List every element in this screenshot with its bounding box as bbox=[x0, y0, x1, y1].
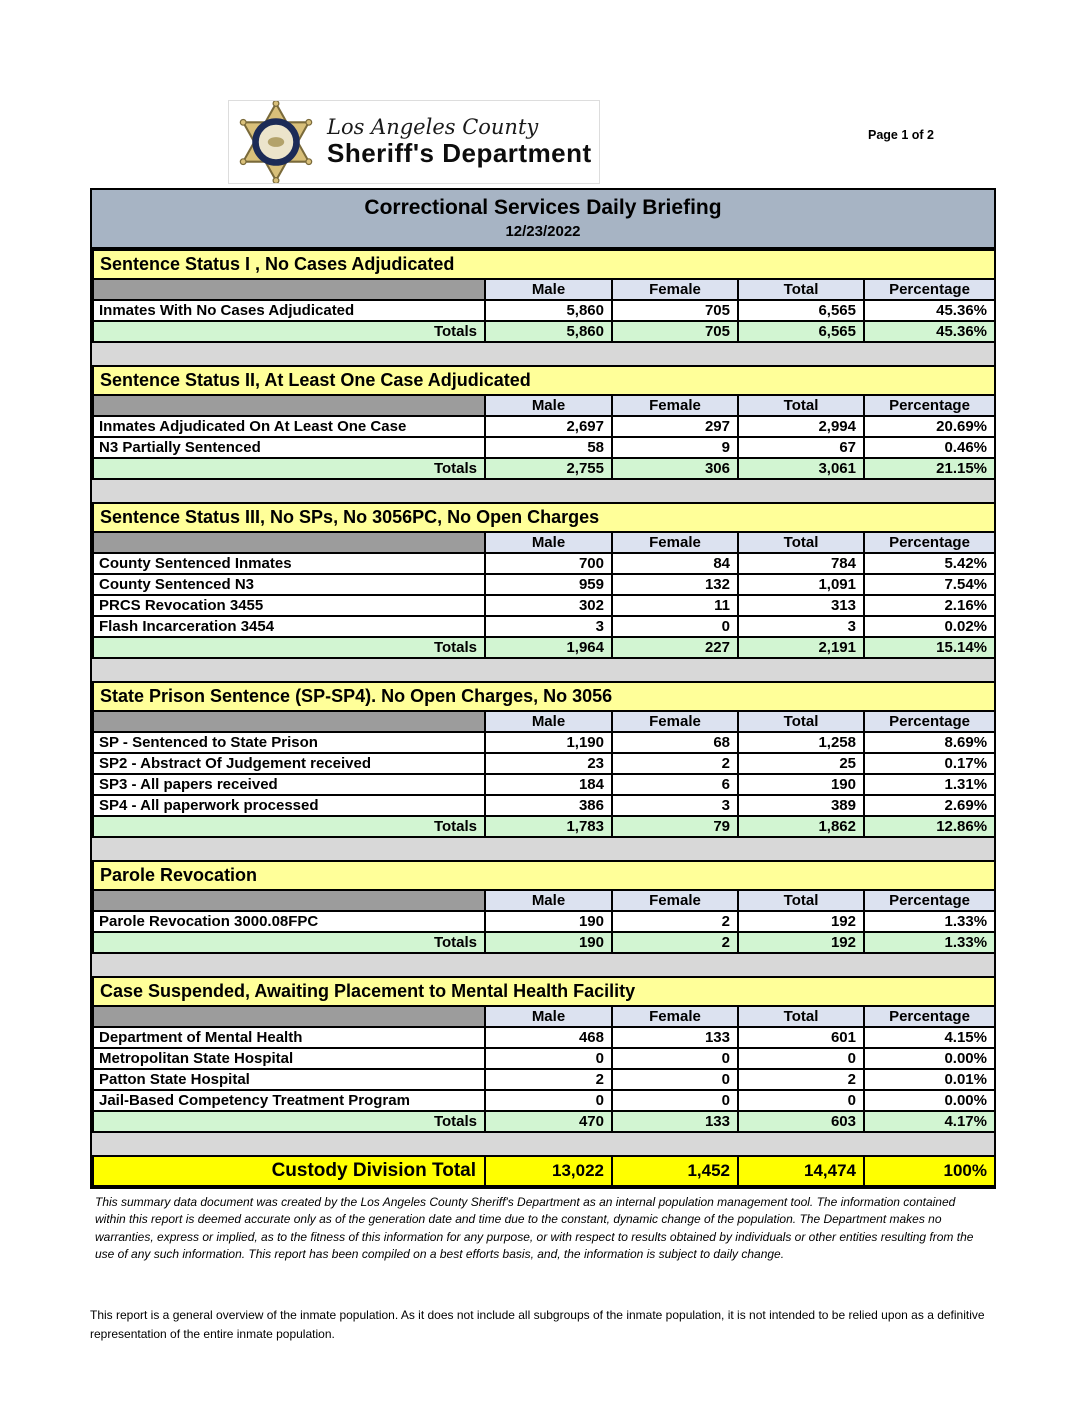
totals-label: Totals bbox=[93, 932, 485, 953]
disclaimer-text: This summary data document was created by the Los Angeles County Sheriff's Department as an internal population management tool. The information contained within this report is deemed accurate only as of the generation date and time due to the constant, dynamic change of the population. The Department makes no warranties, express or implied, as to the fitness of this information for any purpose, or with respect to results obtained by individuals or other entities resulting from the use of any such information. This report has been compiled on a best efforts basis, and, the information is subject to daily change. bbox=[95, 1195, 974, 1262]
cell-pct: 7.54% bbox=[864, 574, 995, 595]
column-header-percentage: Percentage bbox=[864, 395, 995, 416]
totals-pct: 45.36% bbox=[864, 321, 995, 342]
cell-female: 132 bbox=[612, 574, 738, 595]
cell-total: 6,565 bbox=[738, 300, 864, 321]
column-header-total: Total bbox=[738, 532, 864, 553]
row-label: SP3 - All papers received bbox=[93, 774, 485, 795]
column-header-female: Female bbox=[612, 1006, 738, 1027]
column-header-percentage: Percentage bbox=[864, 711, 995, 732]
logo-county-line: Los Angeles County bbox=[327, 115, 539, 140]
data-row bbox=[93, 1027, 995, 1048]
section-table bbox=[92, 365, 996, 480]
cell-female: 0 bbox=[612, 1048, 738, 1069]
totals-label: Totals bbox=[93, 637, 485, 658]
section-header-row bbox=[93, 977, 995, 1006]
cell-male: 700 bbox=[485, 553, 612, 574]
column-header-female: Female bbox=[612, 395, 738, 416]
column-header-male: Male bbox=[485, 711, 612, 732]
column-header-male: Male bbox=[485, 890, 612, 911]
row-label: PRCS Revocation 3455 bbox=[93, 595, 485, 616]
row-label: SP - Sentenced to State Prison bbox=[93, 732, 485, 753]
cell-pct: 0.00% bbox=[864, 1090, 995, 1111]
cell-total: 2,994 bbox=[738, 416, 864, 437]
totals-female: 705 bbox=[612, 321, 738, 342]
cell-pct: 0.02% bbox=[864, 616, 995, 637]
row-label: Jail-Based Competency Treatment Program bbox=[93, 1090, 485, 1111]
section-header-row bbox=[93, 366, 995, 395]
cell-total: 1,258 bbox=[738, 732, 864, 753]
grand-total-row bbox=[93, 1156, 995, 1186]
totals-male: 5,860 bbox=[485, 321, 612, 342]
cell-female: 3 bbox=[612, 795, 738, 816]
cell-pct: 0.17% bbox=[864, 753, 995, 774]
column-header-row bbox=[93, 532, 995, 553]
cell-female: 11 bbox=[612, 595, 738, 616]
cell-total: 784 bbox=[738, 553, 864, 574]
cell-female: 0 bbox=[612, 616, 738, 637]
cell-total: 192 bbox=[738, 911, 864, 932]
cell-female: 2 bbox=[612, 911, 738, 932]
row-label: Patton State Hospital bbox=[93, 1069, 485, 1090]
column-header-spacer bbox=[93, 532, 485, 553]
totals-row bbox=[93, 816, 995, 837]
department-logo bbox=[228, 100, 600, 184]
column-header-spacer bbox=[93, 711, 485, 732]
cell-male: 0 bbox=[485, 1090, 612, 1111]
totals-label: Totals bbox=[93, 1111, 485, 1132]
totals-label: Totals bbox=[93, 816, 485, 837]
grand-total-percentage: 100% bbox=[864, 1156, 995, 1186]
data-row bbox=[93, 795, 995, 816]
grand-total-male: 13,022 bbox=[485, 1156, 612, 1186]
row-label: Metropolitan State Hospital bbox=[93, 1048, 485, 1069]
column-header-spacer bbox=[93, 1006, 485, 1027]
section-table bbox=[92, 249, 996, 343]
totals-pct: 1.33% bbox=[864, 932, 995, 953]
column-header-female: Female bbox=[612, 279, 738, 300]
data-row bbox=[93, 1090, 995, 1111]
grand-total-total: 14,474 bbox=[738, 1156, 864, 1186]
column-header-female: Female bbox=[612, 890, 738, 911]
column-header-spacer bbox=[93, 890, 485, 911]
cell-female: 2 bbox=[612, 753, 738, 774]
data-row bbox=[93, 616, 995, 637]
cell-female: 6 bbox=[612, 774, 738, 795]
totals-pct: 4.17% bbox=[864, 1111, 995, 1132]
cell-total: 313 bbox=[738, 595, 864, 616]
column-header-row bbox=[93, 279, 995, 300]
report-date: 12/23/2022 bbox=[505, 223, 581, 240]
cell-male: 959 bbox=[485, 574, 612, 595]
cell-pct: 20.69% bbox=[864, 416, 995, 437]
cell-pct: 2.16% bbox=[864, 595, 995, 616]
data-row bbox=[93, 732, 995, 753]
totals-total: 6,565 bbox=[738, 321, 864, 342]
report-title-bar bbox=[92, 190, 994, 249]
totals-row bbox=[93, 321, 995, 342]
data-row bbox=[93, 553, 995, 574]
totals-male: 1,783 bbox=[485, 816, 612, 837]
cell-male: 386 bbox=[485, 795, 612, 816]
data-row bbox=[93, 595, 995, 616]
cell-pct: 45.36% bbox=[864, 300, 995, 321]
row-label: SP2 - Abstract Of Judgement received bbox=[93, 753, 485, 774]
row-label: Department of Mental Health bbox=[93, 1027, 485, 1048]
cell-female: 297 bbox=[612, 416, 738, 437]
grand-total-table bbox=[92, 1155, 996, 1187]
cell-female: 0 bbox=[612, 1069, 738, 1090]
column-header-male: Male bbox=[485, 532, 612, 553]
row-label: N3 Partially Sentenced bbox=[93, 437, 485, 458]
totals-male: 1,964 bbox=[485, 637, 612, 658]
column-header-male: Male bbox=[485, 279, 612, 300]
cell-female: 84 bbox=[612, 553, 738, 574]
totals-total: 3,061 bbox=[738, 458, 864, 479]
totals-total: 603 bbox=[738, 1111, 864, 1132]
cell-female: 68 bbox=[612, 732, 738, 753]
page-number-label: Page 1 of 2 bbox=[868, 128, 934, 142]
section-header-row bbox=[93, 682, 995, 711]
cell-male: 1,190 bbox=[485, 732, 612, 753]
data-row bbox=[93, 911, 995, 932]
column-header-percentage: Percentage bbox=[864, 532, 995, 553]
totals-female: 306 bbox=[612, 458, 738, 479]
column-header-female: Female bbox=[612, 711, 738, 732]
logo-text bbox=[327, 116, 592, 168]
cell-pct: 1.31% bbox=[864, 774, 995, 795]
sheriff-star-badge-icon bbox=[235, 101, 317, 183]
section-title: Case Suspended, Awaiting Placement to Mental Health Facility bbox=[93, 977, 995, 1006]
cell-total: 67 bbox=[738, 437, 864, 458]
totals-label: Totals bbox=[93, 321, 485, 342]
cell-total: 0 bbox=[738, 1048, 864, 1069]
totals-female: 227 bbox=[612, 637, 738, 658]
column-header-row bbox=[93, 1006, 995, 1027]
totals-pct: 15.14% bbox=[864, 637, 995, 658]
cell-pct: 2.69% bbox=[864, 795, 995, 816]
logo-department-line: Sheriff's Department bbox=[327, 138, 592, 169]
cell-male: 2 bbox=[485, 1069, 612, 1090]
cell-total: 601 bbox=[738, 1027, 864, 1048]
totals-total: 2,191 bbox=[738, 637, 864, 658]
column-header-spacer bbox=[93, 395, 485, 416]
row-label: SP4 - All paperwork processed bbox=[93, 795, 485, 816]
cell-total: 1,091 bbox=[738, 574, 864, 595]
cell-female: 133 bbox=[612, 1027, 738, 1048]
cell-pct: 4.15% bbox=[864, 1027, 995, 1048]
column-header-total: Total bbox=[738, 1006, 864, 1027]
cell-male: 0 bbox=[485, 1048, 612, 1069]
cell-male: 190 bbox=[485, 911, 612, 932]
cell-female: 705 bbox=[612, 300, 738, 321]
column-header-male: Male bbox=[485, 1006, 612, 1027]
totals-row bbox=[93, 1111, 995, 1132]
column-header-row bbox=[93, 711, 995, 732]
totals-female: 133 bbox=[612, 1111, 738, 1132]
row-label: Flash Incarceration 3454 bbox=[93, 616, 485, 637]
column-header-total: Total bbox=[738, 711, 864, 732]
column-header-total: Total bbox=[738, 890, 864, 911]
cell-male: 3 bbox=[485, 616, 612, 637]
totals-pct: 21.15% bbox=[864, 458, 995, 479]
section-title: Sentence Status II, At Least One Case Adjudicated bbox=[93, 366, 995, 395]
totals-pct: 12.86% bbox=[864, 816, 995, 837]
cell-pct: 1.33% bbox=[864, 911, 995, 932]
sections-container bbox=[92, 249, 994, 1133]
report-title: Correctional Services Daily Briefing bbox=[364, 196, 722, 219]
section-header-row bbox=[93, 503, 995, 532]
cell-female: 0 bbox=[612, 1090, 738, 1111]
section-title: State Prison Sentence (SP-SP4). No Open Charges, No 3056 bbox=[93, 682, 995, 711]
totals-total: 1,862 bbox=[738, 816, 864, 837]
column-header-percentage: Percentage bbox=[864, 1006, 995, 1027]
column-header-total: Total bbox=[738, 395, 864, 416]
section-title: Parole Revocation bbox=[93, 861, 995, 890]
column-header-male: Male bbox=[485, 395, 612, 416]
totals-female: 2 bbox=[612, 932, 738, 953]
cell-male: 5,860 bbox=[485, 300, 612, 321]
cell-female: 9 bbox=[612, 437, 738, 458]
cell-pct: 0.00% bbox=[864, 1048, 995, 1069]
row-label: County Sentenced N3 bbox=[93, 574, 485, 595]
totals-row bbox=[93, 932, 995, 953]
data-row bbox=[93, 574, 995, 595]
footnote-text: This report is a general overview of the inmate population. As it does not include all subgroups of the inmate population, it is not intended to be relied upon as a definitive representation of the entire inmate population. bbox=[90, 1308, 985, 1341]
section-header-row bbox=[93, 250, 995, 279]
cell-pct: 0.01% bbox=[864, 1069, 995, 1090]
totals-row bbox=[93, 637, 995, 658]
cell-male: 23 bbox=[485, 753, 612, 774]
cell-male: 302 bbox=[485, 595, 612, 616]
cell-pct: 5.42% bbox=[864, 553, 995, 574]
row-label: Inmates Adjudicated On At Least One Case bbox=[93, 416, 485, 437]
section-table bbox=[92, 860, 996, 954]
totals-male: 2,755 bbox=[485, 458, 612, 479]
cell-male: 2,697 bbox=[485, 416, 612, 437]
totals-female: 79 bbox=[612, 816, 738, 837]
data-row bbox=[93, 774, 995, 795]
section-table bbox=[92, 681, 996, 838]
cell-male: 58 bbox=[485, 437, 612, 458]
column-header-total: Total bbox=[738, 279, 864, 300]
totals-male: 190 bbox=[485, 932, 612, 953]
cell-total: 190 bbox=[738, 774, 864, 795]
column-header-percentage: Percentage bbox=[864, 890, 995, 911]
grand-total-label: Custody Division Total bbox=[93, 1156, 485, 1186]
cell-total: 0 bbox=[738, 1090, 864, 1111]
row-label: Parole Revocation 3000.08FPC bbox=[93, 911, 485, 932]
section-table bbox=[92, 976, 996, 1133]
totals-male: 470 bbox=[485, 1111, 612, 1132]
grand-total-female: 1,452 bbox=[612, 1156, 738, 1186]
cell-total: 3 bbox=[738, 616, 864, 637]
cell-total: 389 bbox=[738, 795, 864, 816]
column-header-row bbox=[93, 890, 995, 911]
data-row bbox=[93, 437, 995, 458]
section-table bbox=[92, 502, 996, 659]
section-title: Sentence Status I , No Cases Adjudicated bbox=[93, 250, 995, 279]
data-row bbox=[93, 1048, 995, 1069]
cell-pct: 8.69% bbox=[864, 732, 995, 753]
data-row bbox=[93, 1069, 995, 1090]
row-label: County Sentenced Inmates bbox=[93, 553, 485, 574]
totals-total: 192 bbox=[738, 932, 864, 953]
cell-male: 468 bbox=[485, 1027, 612, 1048]
cell-male: 184 bbox=[485, 774, 612, 795]
cell-total: 25 bbox=[738, 753, 864, 774]
data-row bbox=[93, 753, 995, 774]
column-header-percentage: Percentage bbox=[864, 279, 995, 300]
section-title: Sentence Status III, No SPs, No 3056PC, No Open Charges bbox=[93, 503, 995, 532]
data-row bbox=[93, 416, 995, 437]
data-row bbox=[93, 300, 995, 321]
cell-pct: 0.46% bbox=[864, 437, 995, 458]
cell-total: 2 bbox=[738, 1069, 864, 1090]
totals-label: Totals bbox=[93, 458, 485, 479]
report-container bbox=[90, 188, 996, 1189]
section-header-row bbox=[93, 861, 995, 890]
totals-row bbox=[93, 458, 995, 479]
column-header-spacer bbox=[93, 279, 485, 300]
row-label: Inmates With No Cases Adjudicated bbox=[93, 300, 485, 321]
column-header-row bbox=[93, 395, 995, 416]
column-header-female: Female bbox=[612, 532, 738, 553]
